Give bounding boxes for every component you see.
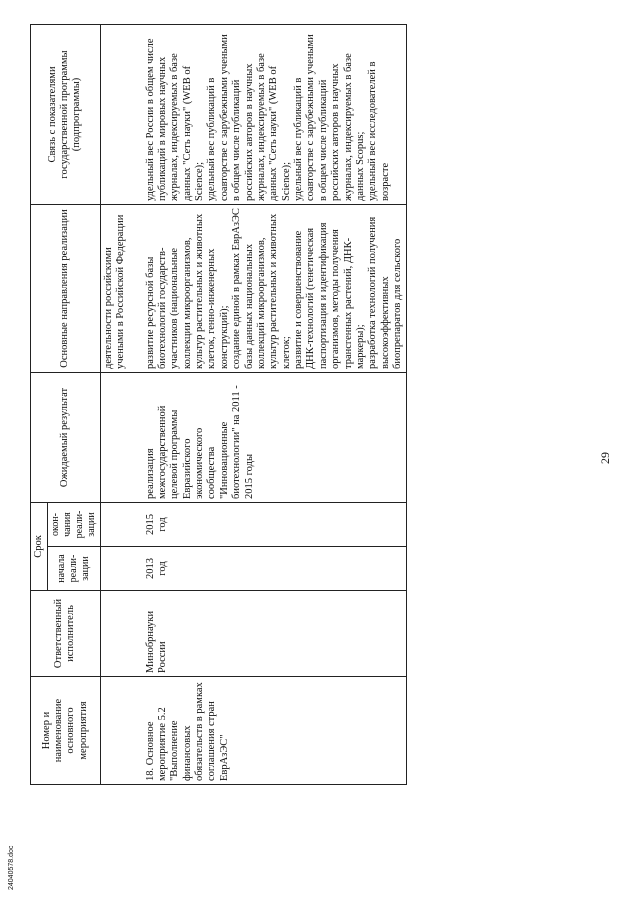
document-id: 24040578.doc bbox=[8, 845, 15, 890]
cont-cell-7 bbox=[100, 24, 143, 204]
header-indicators: Связь с показателями государственной программы (подпрограммы) bbox=[31, 24, 101, 204]
program-table bbox=[30, 24, 407, 785]
header-srok: Срок bbox=[31, 502, 48, 590]
row-start: 2013 год bbox=[143, 547, 407, 591]
header-end: окон-чания реали-зации bbox=[48, 502, 100, 546]
page-number: 29 bbox=[598, 452, 612, 464]
cont-directions: деятельности российскими учеными в Российской Федерации bbox=[100, 204, 143, 372]
header-start: начала реали-зации bbox=[48, 547, 100, 591]
header-directions: Основные направления реализации bbox=[31, 204, 101, 372]
row-end: 2015 год bbox=[143, 502, 407, 546]
row-result: реализация межгосударственной целевой программы Евразийского экономического сообщества "Инновационные биотехнологии" на 2011 - 2015 годы bbox=[143, 372, 407, 502]
header-executor: Ответственный исполнитель bbox=[31, 591, 101, 677]
header-row bbox=[31, 24, 48, 784]
continuation-row bbox=[100, 24, 143, 784]
cont-cell-5 bbox=[100, 372, 143, 502]
cont-cell-2 bbox=[100, 591, 143, 677]
cont-cell-3 bbox=[100, 547, 143, 591]
header-number-name: Номер и наименование основного мероприятия bbox=[31, 677, 101, 785]
header-result: Ожидаемый результат bbox=[31, 372, 101, 502]
cont-cell-4 bbox=[100, 502, 143, 546]
row-directions: развитие ресурсной базы биотехнологий государств-участников (национальные коллекции микроорганизмов, культур растительных и животных клеток, генно-инженерных конструкций); создание единой в рамках ЕврАзЭС базы данных национальных коллекций микроорганизмов, культур растительных и животных клеток; развитие и совершенствование ДНК-технологий (генетическая паспортизация и идентификация организмов, методы получения трансгенных растений, ДНК-маркеры); разработка технологий получения высокоэффективных биопрепаратов для сельского bbox=[143, 204, 407, 372]
row-number-name: 18. Основное мероприятие 5.2 "Выполнение финансовых обязательств в рамках соглашения стран ЕврАзЭС" bbox=[143, 677, 407, 785]
row-indicators: удельный вес России в общем числе публикаций в мировых научных журналах, индексируемых в базе данных "Сеть науки" (WEB of Science); удельный вес публикаций в соавторстве с зарубежными учеными в общем числе публикаций российских авторов в научных журналах, индексируемых в базе данных "Сеть науки" (WEB of Science); удельный вес публикаций в соавторстве с зарубежными учеными в общем числе публикаций российских авторов в научных журналах, индексируемых в базе данных Scopus; удельный вес исследователей в возрасте bbox=[143, 24, 407, 204]
cont-cell-1 bbox=[100, 677, 143, 785]
row-executor: Минобрнауки России bbox=[143, 591, 407, 677]
table-row bbox=[143, 24, 407, 784]
